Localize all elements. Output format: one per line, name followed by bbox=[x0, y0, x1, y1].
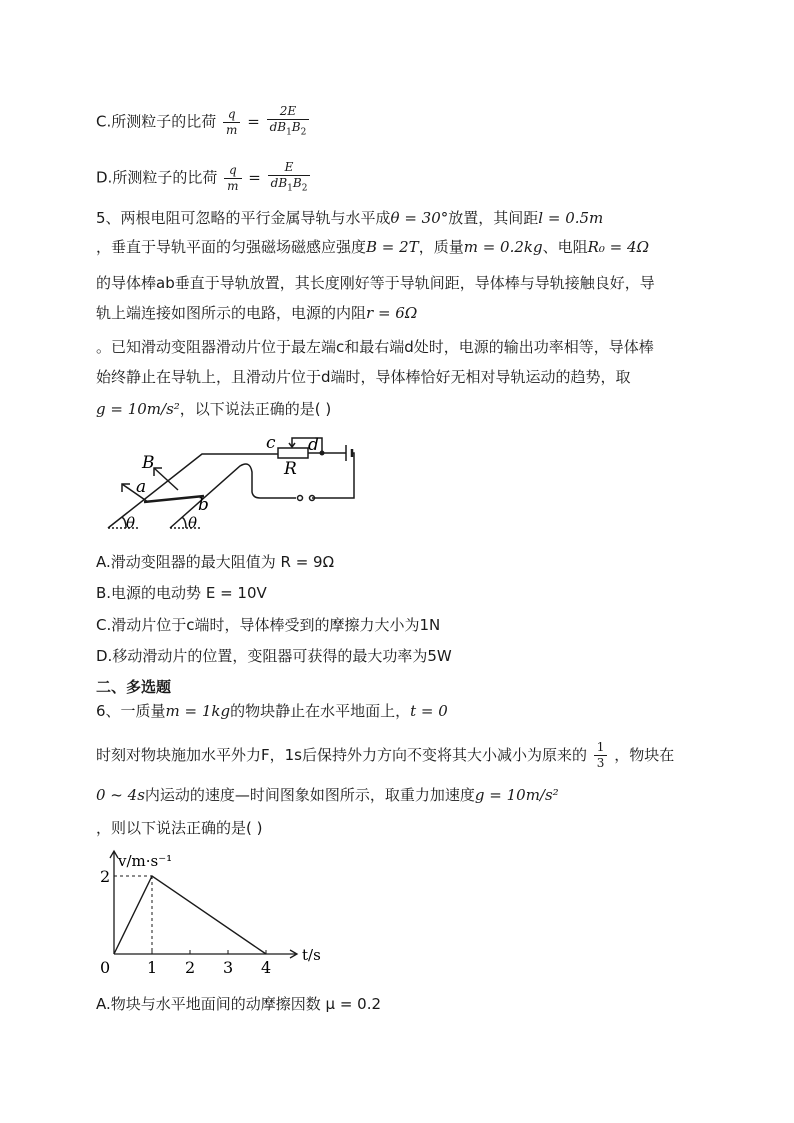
q5-line-3: 的导体棒ab垂直于导轨放置，其长度刚好等于导轨间距，导体棒与导轨接触良好，导 bbox=[96, 274, 655, 292]
q6-option-a: A.物块与水平地面间的动摩擦因数 μ = 0.2 bbox=[96, 995, 382, 1013]
label-theta-2: θ bbox=[188, 514, 198, 532]
x-tick-label: 3 bbox=[223, 958, 234, 976]
rod-ab bbox=[144, 496, 204, 502]
label-d: d bbox=[308, 435, 319, 455]
x-tick-label: 4 bbox=[261, 958, 272, 976]
junction-dot bbox=[320, 451, 325, 456]
q6-line-3: 0 ~ 4s内运动的速度—时间图象如图所示，取重力加速度g = 10m/s² bbox=[96, 786, 559, 804]
q6-line-1: 6、一质量m = 1kg的物块静止在水平地面上，t = 0 bbox=[96, 702, 448, 720]
q4-option-c-fraction: $\frac{2E}{dB_1B_2}$ bbox=[267, 104, 310, 140]
q6-velocity-time-chart bbox=[96, 846, 336, 976]
q5-option-a: A.滑动变阻器的最大阻值为 R = 9Ω bbox=[96, 553, 335, 571]
q-over-m-fraction: $\frac{q}{m}$ bbox=[224, 163, 241, 194]
q-over-m-fraction: $\frac{q}{m}$ bbox=[223, 107, 240, 138]
velocity-series-line bbox=[114, 876, 266, 954]
q5-line-7: g = 10m/s²，以下说法正确的是( ) bbox=[96, 400, 332, 418]
label-c: c bbox=[266, 433, 276, 453]
q4-option-c-label: C.所测粒子的比荷 bbox=[96, 112, 217, 131]
q5-option-b: B.电源的电动势 E = 10V bbox=[96, 584, 267, 602]
label-r: R bbox=[284, 459, 297, 479]
battery-wire bbox=[312, 453, 354, 498]
q5-line-1: 5、两根电阻可忽略的平行金属导轨与水平成θ = 30°放置，其间距l = 0.5m bbox=[96, 209, 604, 227]
q4-option-c: C.所测粒子的比荷 $\frac{q}{m}$ = $\frac{2E}{dB_1B_2}$ bbox=[96, 104, 311, 140]
y-tick-label: 2 bbox=[100, 867, 111, 886]
q5-option-d: D.移动滑动片的位置，变阻器可获得的最大功率为5W bbox=[96, 647, 452, 665]
label-a: a bbox=[136, 477, 147, 497]
q4-option-d: D.所测粒子的比荷 $\frac{q}{m}$ = $\frac{E}{dB_1B_2}$ bbox=[96, 160, 312, 196]
x-tick-label: 2 bbox=[185, 958, 196, 976]
label-b-point: b bbox=[198, 495, 209, 515]
q6-line-2: 时刻对物块施加水平外力F，1s后保持外力方向不变将其大小减小为原来的 $\frac{1}{3}$ ，物块在 bbox=[96, 740, 675, 770]
one-third-fraction: $\frac{1}{3}$ bbox=[594, 740, 608, 771]
q5-line-2: ，垂直于导轨平面的匀强磁场磁感应强度B = 2T，质量m = 0.2kg、电阻R₀ = 4Ω bbox=[96, 238, 650, 256]
q5-line-6: 始终静止在导轨上，且滑动片位于d端时，导体棒恰好无相对导轨运动的趋势，取 bbox=[96, 368, 631, 386]
rheostat-resistor bbox=[278, 448, 308, 458]
q5-option-c: C.滑动片位于c端时，导体棒受到的摩擦力大小为1N bbox=[96, 616, 441, 634]
y-axis-label: v/m·s⁻¹ bbox=[118, 852, 173, 870]
q6-line-4: ，则以下说法正确的是( ) bbox=[96, 819, 263, 837]
q4-option-d-label: D.所测粒子的比荷 bbox=[96, 168, 218, 187]
q5-line-4: 轨上端连接如图所示的电路，电源的内阻r = 6Ω bbox=[96, 304, 418, 322]
x-axis-label: t/s bbox=[302, 946, 321, 964]
label-b: B bbox=[142, 453, 155, 473]
x-tick-label: 1 bbox=[147, 958, 158, 976]
section-title-multiple-choice: 二、多选题 bbox=[96, 678, 172, 696]
x-tick-label: 0 bbox=[100, 958, 111, 976]
label-theta-1: θ bbox=[126, 514, 136, 532]
switch-contact-left bbox=[298, 496, 303, 501]
q4-option-d-fraction: $\frac{E}{dB_1B_2}$ bbox=[268, 160, 311, 196]
q5-circuit-diagram bbox=[100, 432, 370, 537]
b-field-arrow bbox=[154, 468, 178, 490]
q5-line-5: 。已知滑动变阻器滑动片位于最左端c和最右端d处时，电源的输出功率相等，导体棒 bbox=[96, 338, 654, 356]
